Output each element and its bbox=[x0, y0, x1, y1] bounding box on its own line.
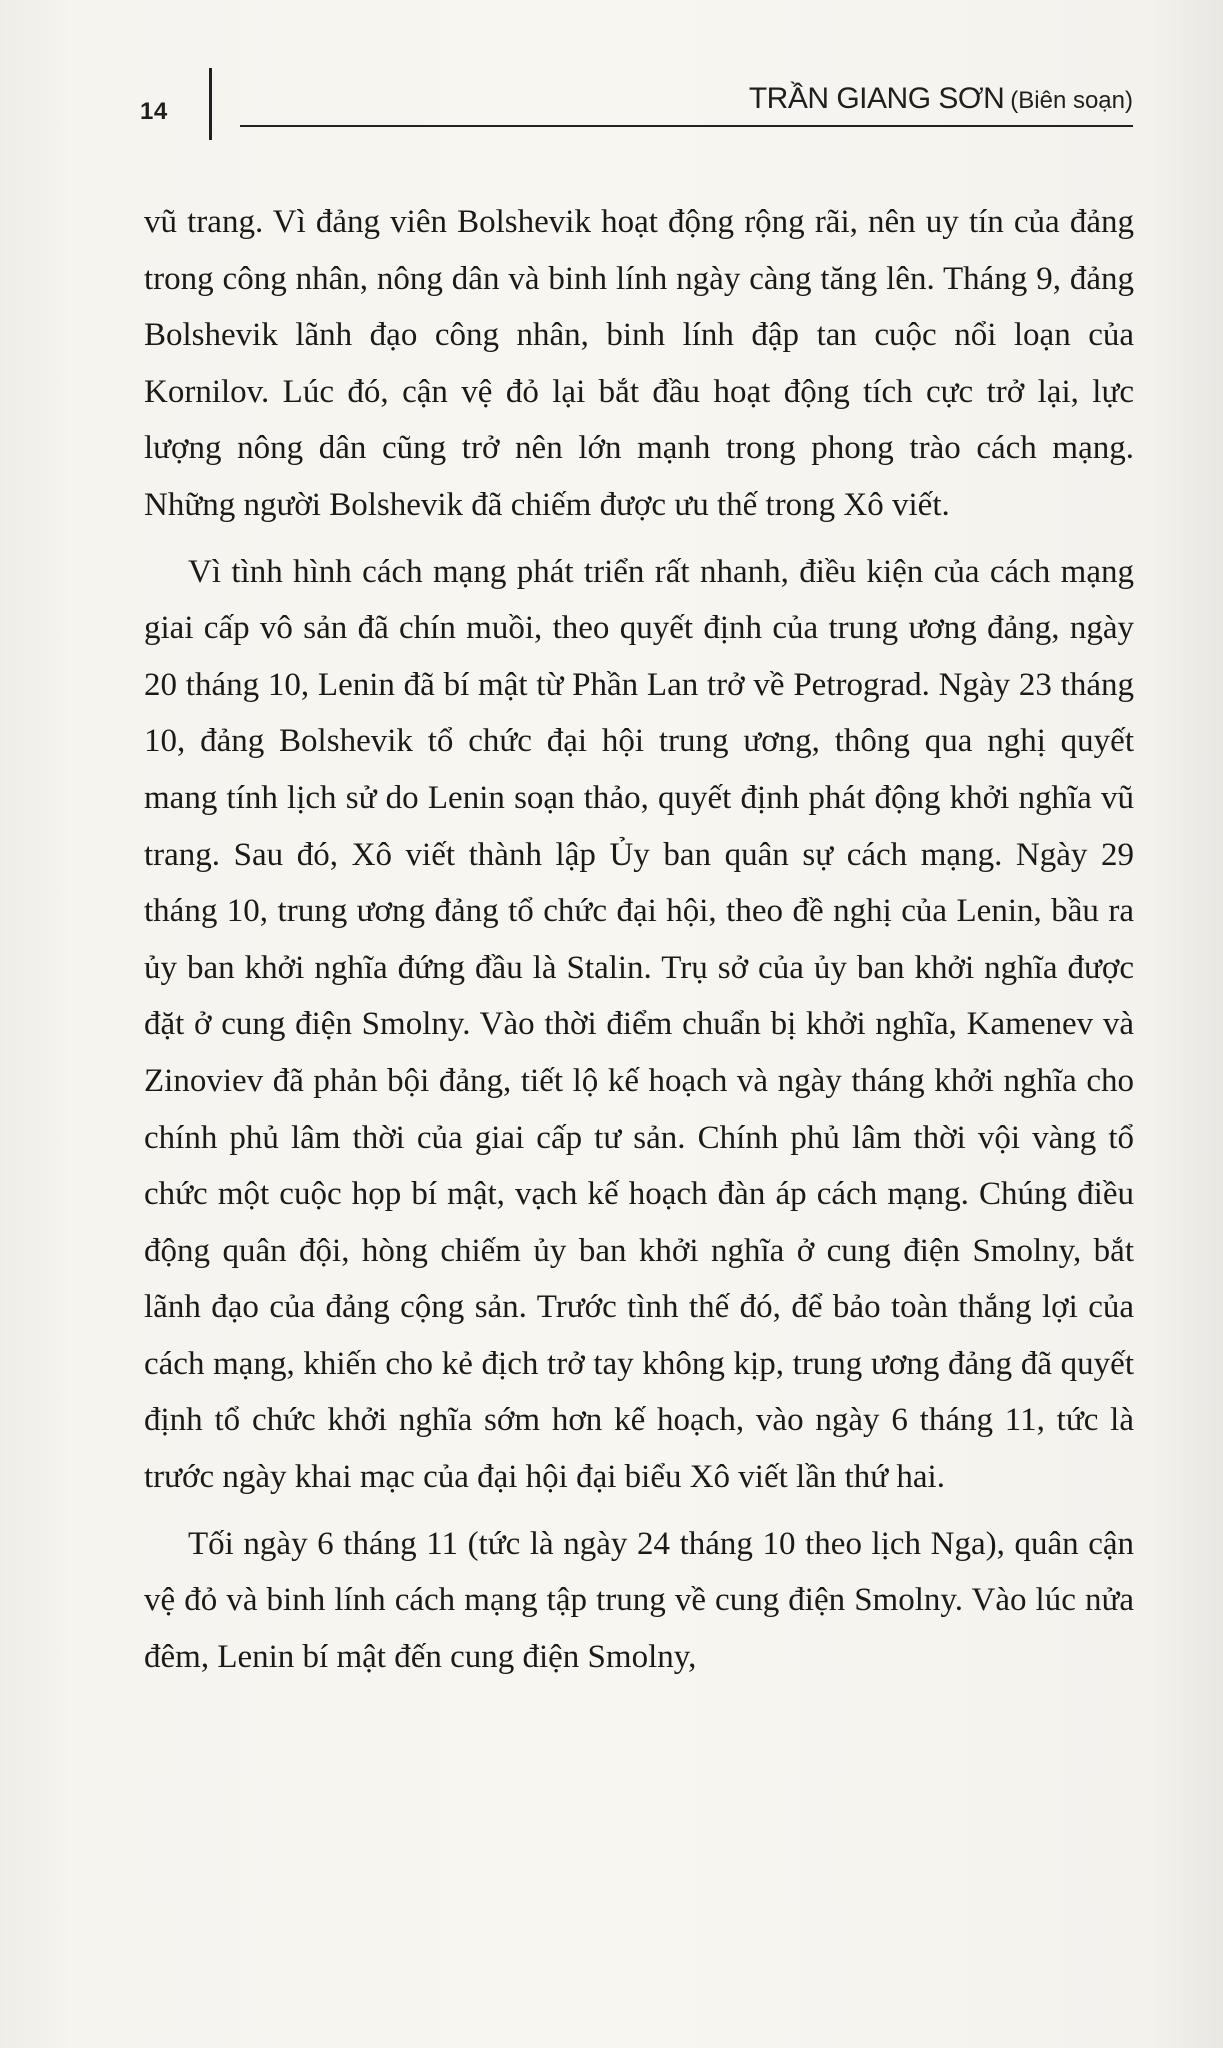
header-divider-vertical bbox=[209, 68, 212, 140]
paragraph-continued: vũ trang. Vì đảng viên Bolshevik hoạt động rộng rãi, nên uy tín của đảng trong công nhân, nông dân và binh lính ngày càng tăng lên. Tháng 9, đảng Bolshevik lãnh đạo công nhân, binh lính đập tan cuộc nổi loạn của Kornilov. Lúc đó, cận vệ đỏ lại bắt đầu hoạt động tích cực trở lại, lực lượng nông dân cũng trở nên lớn mạnh trong phong trào cách mạng. Những người Bolshevik đã chiếm được ưu thế trong Xô viết. bbox=[144, 204, 1134, 523]
body-text bbox=[144, 194, 1134, 1695]
running-header bbox=[0, 0, 1223, 190]
paragraph: Tối ngày 6 tháng 11 (tức là ngày 24 tháng 10 theo lịch Nga), quân cận vệ đỏ và binh lính cách mạng tập trung về cung điện Smolny. Vào lúc nửa đêm, Lenin bí mật đến cung điện Smolny, bbox=[144, 1525, 1134, 1675]
running-title bbox=[749, 82, 1133, 116]
page-number: 14 bbox=[140, 98, 168, 125]
author-role: (Biên soạn) bbox=[1010, 87, 1133, 114]
author-name: TRẦN GIANG SƠN bbox=[748, 82, 1005, 115]
header-rule bbox=[240, 125, 1133, 127]
paragraph: Vì tình hình cách mạng phát triển rất nhanh, điều kiện của cách mạng giai cấp vô sản đã chín muồi, theo quyết định của trung ương đảng, ngày 20 tháng 10, Lenin đã bí mật từ Phần Lan trở về Petrograd. Ngày 23 tháng 10, đảng Bolshevik tổ chức đại hội trung ương, thông qua nghị quyết mang tính lịch sử do Lenin soạn thảo, quyết định phát động khởi nghĩa vũ trang. Sau đó, Xô viết thành lập Ủy ban quân sự cách mạng. Ngày 29 tháng 10, trung ương đảng tổ chức đại hội, theo đề nghị của Lenin, bầu ra ủy ban khởi nghĩa đứng đầu là Stalin. Trụ sở của ủy ban khởi nghĩa được đặt ở cung điện Smolny. Vào thời điểm chuẩn bị khởi nghĩa, Kamenev và Zinoviev đã phản bội đảng, tiết lộ kế hoạch và ngày tháng khởi nghĩa cho chính phủ lâm thời của giai cấp tư sản. Chính phủ lâm thời vội vàng tổ chức một cuộc họp bí mật, vạch kế hoạch đàn áp cách mạng. Chúng điều động quân đội, hòng chiếm ủy ban khởi nghĩa ở cung điện Smolny, bắt lãnh đạo của đảng cộng sản. Trước tình thế đó, để bảo toàn thắng lợi của cách mạng, khiến cho kẻ địch trở tay không kịp, trung ương đảng đã quyết định tổ chức khởi nghĩa sớm hơn kế hoạch, vào ngày 6 tháng 11, tức là trước ngày khai mạc của đại hội đại biểu Xô viết lần thứ hai. bbox=[144, 553, 1134, 1496]
